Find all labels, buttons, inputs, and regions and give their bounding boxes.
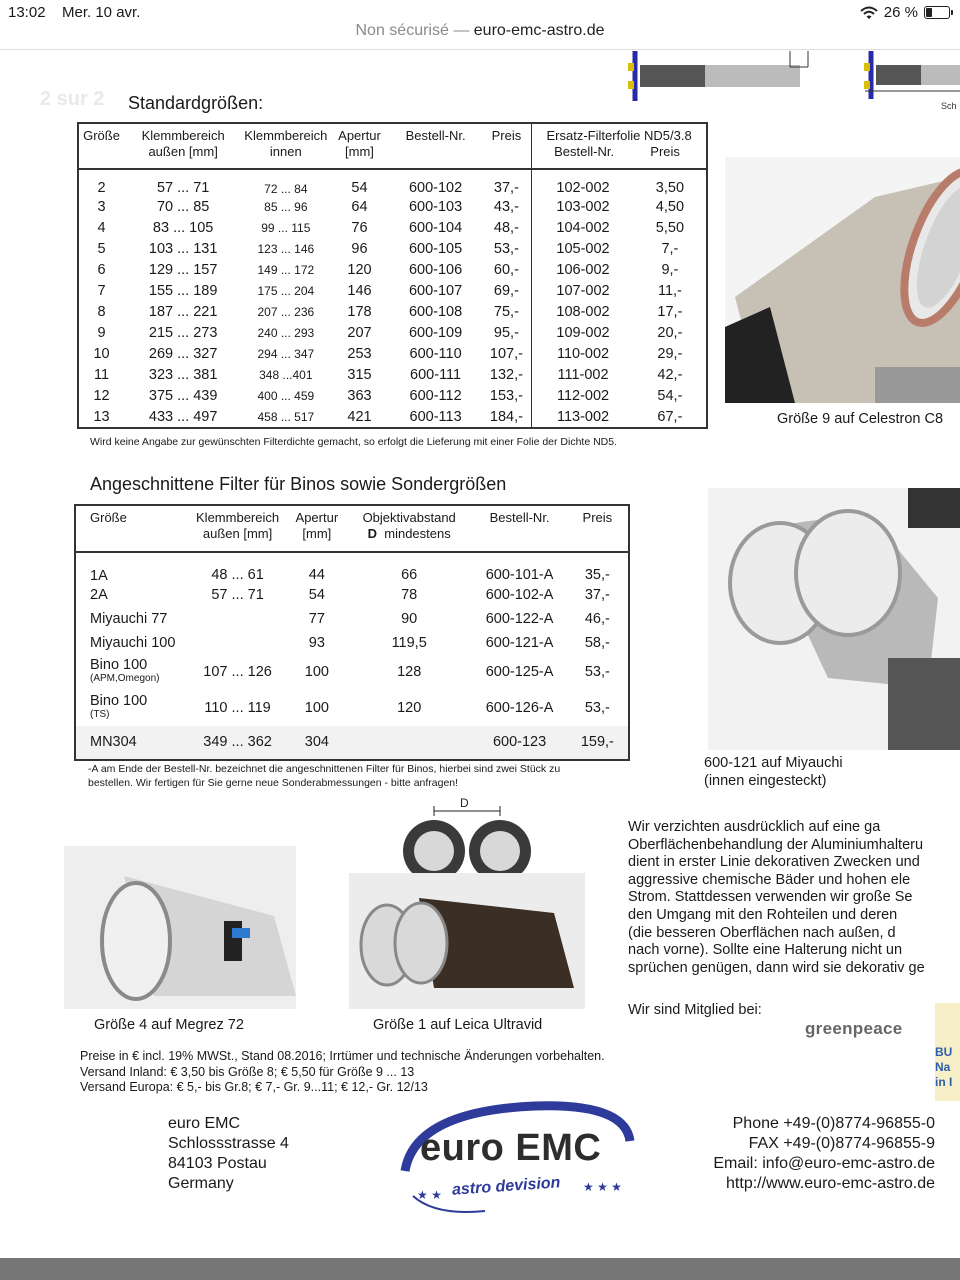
cell-aperture: 64 bbox=[351, 198, 368, 215]
cell-inner: 175 ... 204 bbox=[257, 284, 315, 299]
cell-aperture: 100 bbox=[304, 699, 329, 716]
contact-line: http://www.euro-emc-astro.de bbox=[726, 1175, 935, 1192]
cell-size: 10 bbox=[93, 346, 110, 363]
cell-outer: 433 ... 497 bbox=[148, 408, 218, 425]
cell-price: 43,- bbox=[493, 198, 519, 215]
cell-price: 132,- bbox=[489, 367, 523, 384]
cell-price: 75,- bbox=[493, 304, 519, 321]
cell-price: 53,- bbox=[493, 240, 519, 257]
cell-foil-order: 111-002 bbox=[532, 365, 634, 386]
cell-outer: 187 ... 221 bbox=[148, 304, 218, 321]
cell-price: 46,- bbox=[584, 610, 610, 627]
cell-price: 159,- bbox=[580, 734, 614, 751]
cell-aperture: 54 bbox=[351, 180, 368, 197]
cell-aperture: 363 bbox=[347, 388, 372, 405]
col-inner: Klemmbereich innen bbox=[244, 128, 328, 159]
battery-percent: 26 % bbox=[883, 4, 918, 21]
cell-inner: 458 ... 517 bbox=[257, 409, 315, 424]
cell-size: 8 bbox=[97, 304, 106, 321]
table-row bbox=[78, 259, 707, 280]
cell-distance: 78 bbox=[401, 586, 418, 603]
cell-order: 600-103 bbox=[408, 198, 463, 215]
cell-aperture: 146 bbox=[347, 283, 372, 300]
paragraph-line: sprüchen genügen, dann wird sie dekorativ ge bbox=[628, 959, 925, 976]
cell-order: 600-104 bbox=[408, 219, 463, 236]
cell-order: 600-112 bbox=[409, 388, 462, 405]
cut-col-size: Größe bbox=[90, 510, 127, 525]
megrez-photo bbox=[64, 846, 296, 1009]
cell-foil-order: 102-002 bbox=[532, 169, 634, 196]
cell-size: 13 bbox=[93, 408, 110, 425]
cell-price: 107,- bbox=[489, 346, 523, 363]
cell-size: Bino 100 (TS) bbox=[90, 692, 148, 720]
cell-aperture: 54 bbox=[308, 586, 325, 603]
cell-aperture: 207 bbox=[347, 325, 372, 342]
leica-photo bbox=[349, 873, 585, 1009]
caption-miyauchi: 600-121 auf Miyauchi (innen eingesteckt) bbox=[704, 755, 843, 789]
cell-price: 95,- bbox=[493, 325, 519, 342]
cell-foil-price: 67,- bbox=[657, 408, 683, 425]
cell-price: 60,- bbox=[493, 262, 519, 279]
status-date: Mer. 10 avr. bbox=[62, 4, 141, 21]
cell-outer: 57 ... 71 bbox=[156, 180, 210, 197]
cell-outer: 110 ... 119 bbox=[204, 699, 271, 716]
cell-order: 600-108 bbox=[408, 304, 463, 321]
cut-col-price: Preis bbox=[582, 510, 613, 525]
cut-table-body bbox=[75, 552, 629, 726]
cell-inner: 99 ... 115 bbox=[261, 220, 311, 235]
cell-aperture: 96 bbox=[351, 240, 368, 257]
cell-outer: 155 ... 189 bbox=[148, 283, 218, 300]
cell-inner: 123 ... 146 bbox=[257, 241, 315, 256]
table-row bbox=[78, 323, 707, 344]
paragraph-line: Oberflächenbehandlung der Aluminiumhalteru bbox=[628, 836, 924, 853]
table-row bbox=[78, 281, 707, 302]
paragraph-line: Wir verzichten ausdrücklich auf eine ga bbox=[628, 819, 881, 835]
cell-price: 53,- bbox=[584, 664, 610, 681]
table-row bbox=[75, 631, 629, 655]
cut-filters-table bbox=[74, 504, 630, 761]
cell-foil-order: 108-002 bbox=[532, 302, 634, 323]
greenpeace-logo: greenpeace bbox=[805, 1019, 903, 1038]
cell-order: 600-122-A bbox=[485, 610, 554, 627]
paragraph-line: dient in erster Linie dekorativen Zwecken und bbox=[628, 854, 920, 871]
table-row bbox=[78, 238, 707, 259]
cell-price: 58,- bbox=[584, 634, 610, 651]
cell-inner: 149 ... 172 bbox=[257, 263, 315, 278]
cell-outer: 57 ... 71 bbox=[211, 586, 264, 603]
cut-col-order: Bestell-Nr. bbox=[489, 510, 550, 525]
celestron-photo bbox=[725, 157, 960, 403]
cell-size: 9 bbox=[97, 325, 106, 342]
cell-inner: 85 ... 96 bbox=[264, 199, 308, 214]
document-page[interactable] bbox=[0, 51, 960, 1261]
cell-aperture: 315 bbox=[347, 367, 372, 384]
cell-price: 35,- bbox=[584, 567, 610, 584]
contact-line: Phone +49-(0)8774-96855-0 bbox=[732, 1115, 935, 1132]
cell-inner: 72 ... 84 bbox=[264, 182, 308, 197]
svg-text:★ ★: ★ ★ bbox=[417, 1188, 442, 1202]
cell-foil-order: 112-002 bbox=[532, 386, 634, 407]
cell-foil-price: 4,50 bbox=[655, 198, 685, 215]
cell-aperture: 304 bbox=[304, 734, 329, 751]
status-indicators bbox=[860, 4, 950, 21]
wifi-icon bbox=[860, 6, 878, 20]
paragraph-line: den Umgang mit den Rohteilen und deren bbox=[628, 906, 898, 923]
cell-price: 53,- bbox=[584, 699, 610, 716]
standard-note: Wird keine Angabe zur gewünschten Filterdichte gemacht, so erfolgt die Lieferung mit einer Folie der Dichte ND5. bbox=[90, 436, 618, 448]
cell-size: 4 bbox=[97, 219, 106, 236]
price-notes: Preise in € incl. 19% MWSt., Stand 08.2016; Irrtümer und technische Änderungen vorbehalten. Versand Inland: € 3,50 bis Größe 8; € 5,50 für Größe 9 ... 13 Versand Europa: € 5,- bis Gr.8; € 7,- Gr. 9...11; € 12,- Gr. 12/13 bbox=[80, 1049, 605, 1094]
insecure-label: Non sécurisé — bbox=[355, 22, 470, 39]
cell-size: 6 bbox=[97, 262, 106, 279]
table-row bbox=[78, 302, 707, 323]
cell-outer: 83 ... 105 bbox=[152, 219, 214, 236]
address-line: 84103 Postau bbox=[168, 1155, 267, 1172]
cell-size: 2A bbox=[90, 586, 108, 603]
corner-label: Sch bbox=[941, 101, 957, 111]
paragraph-line: Strom. Stattdessen verwenden wir große Se bbox=[628, 889, 913, 906]
cell-aperture: 77 bbox=[308, 610, 325, 627]
cell-inner: 348 ...401 bbox=[259, 368, 313, 383]
cell-foil-price: 5,50 bbox=[655, 219, 685, 236]
cell-size: 1A bbox=[90, 568, 108, 585]
col-size: Größe bbox=[83, 128, 120, 143]
caption-megrez: Größe 4 auf Megrez 72 bbox=[94, 1017, 244, 1033]
cell-size: MN304 bbox=[90, 734, 137, 751]
cell-foil-price: 17,- bbox=[657, 304, 683, 321]
cell-foil-order: 110-002 bbox=[532, 344, 634, 365]
cell-size: 11 bbox=[94, 367, 110, 384]
cell-size: 7 bbox=[97, 283, 106, 300]
mount-drawing-top bbox=[615, 51, 960, 113]
table-row bbox=[78, 386, 707, 407]
cell-size: Miyauchi 100 bbox=[90, 634, 176, 651]
cell-inner: 207 ... 236 bbox=[257, 305, 315, 320]
cell-price: 37,- bbox=[584, 586, 610, 603]
cell-distance: 128 bbox=[397, 664, 422, 681]
address-bar[interactable] bbox=[0, 22, 960, 50]
cell-distance: 66 bbox=[401, 567, 418, 584]
cut-filters-title: Angeschnittene Filter für Binos sowie Sondergrößen bbox=[90, 474, 507, 494]
cut-note: -A am Ende der Bestell-Nr. bezeichnet die angeschnittenen Filter für Binos, hierbei sind zwei Stück zu bestellen. Wir fertigen für Sie gerne neue Sonderabmessungen - bitte anfragen! bbox=[88, 763, 561, 789]
cell-foil-price: 20,- bbox=[657, 325, 683, 342]
finish-paragraph bbox=[628, 819, 960, 977]
logo-sub: astro devision bbox=[451, 1174, 561, 1199]
cell-aperture: 178 bbox=[347, 304, 372, 321]
cell-foil-price: 3,50 bbox=[655, 180, 685, 197]
paragraph-line: nach vorne). Sollte eine Halterung nicht un bbox=[628, 942, 903, 959]
table-row bbox=[75, 690, 629, 726]
table-row bbox=[78, 407, 707, 428]
col-foil: Ersatz-Filterfolie ND5/3.8 Bestell-Nr. Preis bbox=[532, 123, 707, 169]
cell-order: 600-109 bbox=[408, 325, 463, 342]
paragraph-line: (die besseren Oberflächen nach außen, d bbox=[628, 924, 896, 941]
cut-col-distance: Objektivabstand D mindestens bbox=[362, 510, 456, 541]
col-price: Preis bbox=[491, 128, 522, 143]
standard-sizes-table bbox=[77, 122, 708, 429]
cell-price: 153,- bbox=[489, 388, 523, 405]
cut-col-aperture: Apertur [mm] bbox=[295, 510, 339, 541]
cell-price: 184,- bbox=[489, 408, 523, 425]
cell-order: 600-102-A bbox=[485, 586, 554, 603]
table-row bbox=[75, 552, 629, 583]
standard-table-body bbox=[78, 169, 707, 428]
table-row bbox=[75, 654, 629, 689]
address-line: Germany bbox=[168, 1175, 234, 1192]
contact-line: FAX +49-(0)8774-96855-9 bbox=[748, 1135, 935, 1152]
caption-leica: Größe 1 auf Leica Ultravid bbox=[373, 1017, 543, 1033]
cell-aperture: 120 bbox=[347, 262, 372, 279]
cell-foil-order: 107-002 bbox=[532, 281, 634, 302]
url-domain: euro-emc-astro.de bbox=[473, 22, 605, 39]
cell-aperture: 100 bbox=[304, 664, 329, 681]
cell-size: 3 bbox=[97, 198, 106, 215]
cell-foil-order: 113-002 bbox=[532, 407, 634, 428]
address-line: euro EMC bbox=[168, 1115, 241, 1132]
cell-foil-price: 42,- bbox=[657, 367, 683, 384]
company-address bbox=[168, 1114, 289, 1194]
cell-size: 2 bbox=[97, 180, 106, 197]
contact-line: Email: info@euro-emc-astro.de bbox=[713, 1155, 935, 1172]
cell-distance: 90 bbox=[401, 610, 418, 627]
cell-order: 600-125-A bbox=[485, 664, 554, 681]
battery-icon bbox=[924, 6, 950, 19]
cell-order: 600-111 bbox=[410, 367, 462, 384]
cell-distance: 120 bbox=[397, 699, 422, 716]
svg-text:★ ★ ★: ★ ★ ★ bbox=[583, 1180, 622, 1194]
cell-outer bbox=[187, 631, 287, 655]
cell-size: Miyauchi 77 bbox=[90, 610, 168, 627]
table-row bbox=[78, 217, 707, 238]
diagram-d-label: D bbox=[460, 796, 469, 810]
table-row bbox=[78, 344, 707, 365]
cell-foil-price: 54,- bbox=[657, 388, 683, 405]
cell-foil-order: 104-002 bbox=[532, 217, 634, 238]
cell-size: 5 bbox=[97, 240, 106, 257]
table-row bbox=[78, 196, 707, 217]
cell-inner: 240 ... 293 bbox=[257, 326, 315, 341]
cell-foil-order: 103-002 bbox=[532, 196, 634, 217]
cell-order: 600-102 bbox=[408, 180, 463, 197]
cell-aperture: 44 bbox=[308, 567, 325, 584]
paragraph-line: aggressive chemische Bäder und hohen ele bbox=[628, 871, 911, 888]
cell-foil-order: 109-002 bbox=[532, 323, 634, 344]
cell-foil-price: 9,- bbox=[661, 262, 679, 279]
cut-col-outer: Klemmbereich außen [mm] bbox=[196, 510, 280, 541]
cell-order: 600-121-A bbox=[485, 634, 554, 651]
bottom-toolbar bbox=[0, 1258, 960, 1280]
cell-outer bbox=[187, 607, 287, 631]
cell-order: 600-113 bbox=[409, 408, 462, 425]
cell-order: 600-110 bbox=[409, 346, 462, 363]
cell-aperture: 76 bbox=[351, 219, 368, 236]
cell-order: 600-107 bbox=[408, 283, 463, 300]
cell-outer: 215 ... 273 bbox=[148, 325, 218, 342]
col-order: Bestell-Nr. bbox=[405, 128, 466, 143]
col-aperture: Apertur [mm] bbox=[338, 128, 381, 159]
table-row bbox=[75, 726, 629, 761]
address-line: Schlossstrasse 4 bbox=[168, 1135, 289, 1152]
cell-aperture: 421 bbox=[347, 408, 372, 425]
cell-price: 37,- bbox=[493, 180, 519, 197]
cell-price: 69,- bbox=[493, 283, 519, 300]
col-outer: Klemmbereich außen [mm] bbox=[141, 128, 225, 159]
standard-title: Standardgrößen: bbox=[128, 93, 264, 113]
cell-aperture: 253 bbox=[347, 346, 372, 363]
logo-name: euro EMC bbox=[420, 1127, 602, 1169]
cell-distance: 119,5 bbox=[391, 634, 427, 651]
cell-outer: 349 ... 362 bbox=[203, 734, 272, 751]
table-row bbox=[75, 607, 629, 631]
cell-size: 12 bbox=[93, 388, 110, 405]
cell-outer: 129 ... 157 bbox=[148, 262, 218, 279]
cell-order: 600-126-A bbox=[485, 699, 554, 716]
miyauchi-photo bbox=[708, 488, 960, 750]
cell-foil-price: 11,- bbox=[657, 283, 682, 300]
bund-badge: BU Na in I bbox=[935, 1003, 960, 1101]
cell-foil-price: 29,- bbox=[657, 346, 683, 363]
table-row bbox=[75, 583, 629, 607]
cell-outer: 103 ... 131 bbox=[148, 240, 218, 257]
page-indicator: 2 sur 2 bbox=[40, 88, 105, 110]
cell-outer: 269 ... 327 bbox=[148, 346, 218, 363]
cell-outer: 48 ... 61 bbox=[211, 567, 264, 584]
cell-outer: 375 ... 439 bbox=[148, 388, 218, 405]
cell-foil-price: 7,- bbox=[661, 240, 679, 257]
cell-aperture: 93 bbox=[308, 634, 325, 651]
cell-outer: 70 ... 85 bbox=[156, 198, 210, 215]
cell-distance bbox=[346, 726, 472, 761]
cell-foil-order: 105-002 bbox=[532, 238, 634, 259]
status-time: 13:02 bbox=[8, 4, 46, 21]
cell-price: 48,- bbox=[493, 219, 519, 236]
cell-outer: 323 ... 381 bbox=[148, 367, 218, 384]
cell-outer: 107 ... 126 bbox=[203, 664, 272, 681]
company-contact bbox=[713, 1114, 935, 1194]
cell-order: 600-106 bbox=[408, 262, 463, 279]
cell-size: Bino 100 (APM,Omegon) bbox=[90, 657, 160, 685]
caption-celestron: Größe 9 auf Celestron C8 bbox=[777, 411, 944, 427]
cell-inner: 400 ... 459 bbox=[257, 389, 315, 404]
table-row bbox=[78, 169, 707, 196]
cell-foil-order: 106-002 bbox=[532, 259, 634, 280]
cell-inner: 294 ... 347 bbox=[257, 347, 315, 362]
cell-order: 600-123 bbox=[492, 734, 547, 751]
table-row bbox=[78, 365, 707, 386]
cell-order: 600-101-A bbox=[485, 567, 554, 584]
cell-order: 600-105 bbox=[408, 240, 463, 257]
member-label: Wir sind Mitglied bei: bbox=[628, 1002, 762, 1018]
